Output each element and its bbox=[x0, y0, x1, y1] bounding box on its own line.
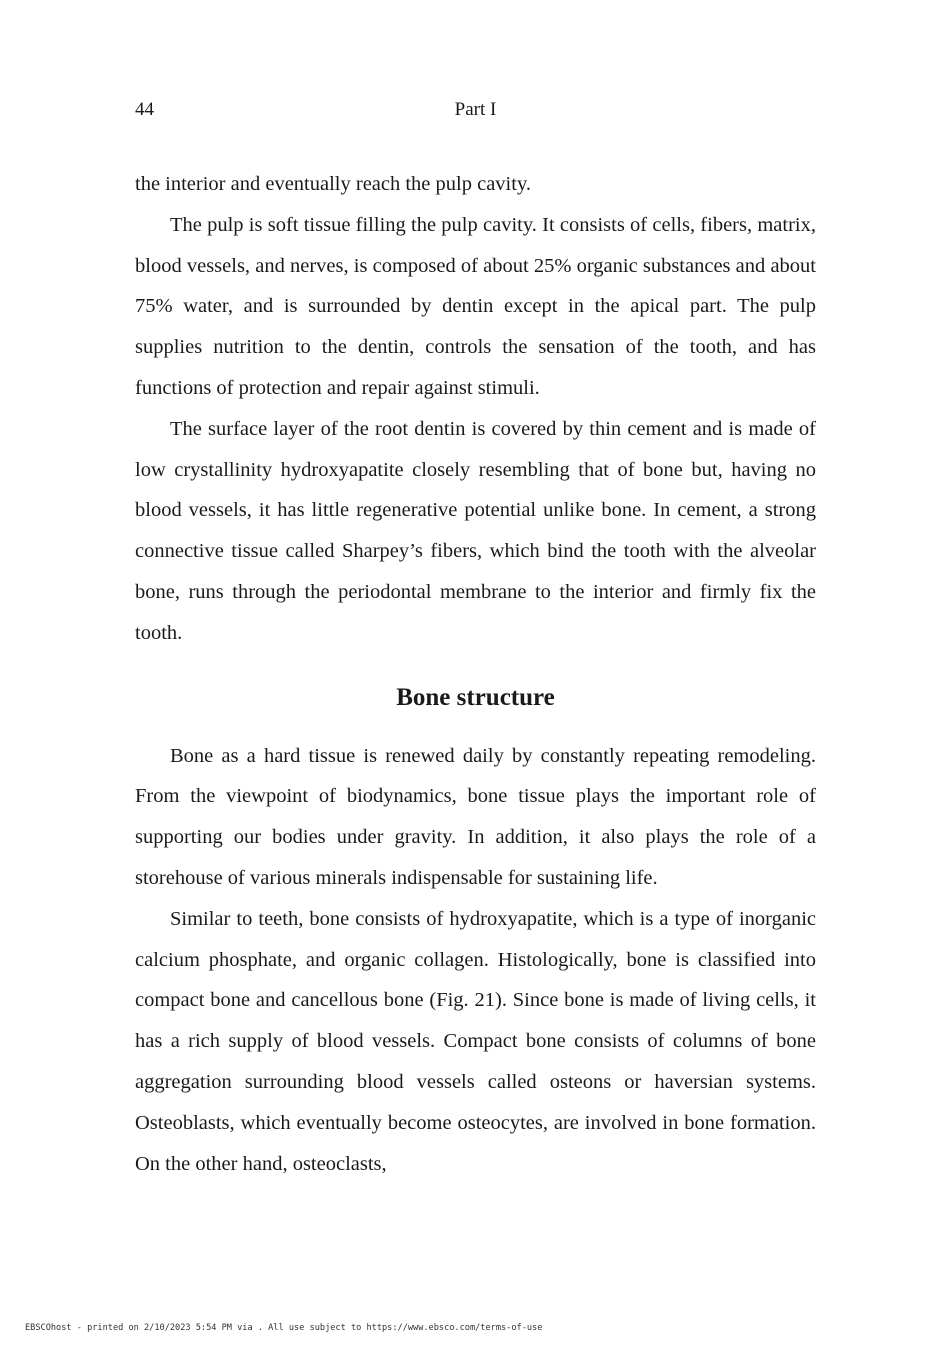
page-number: 44 bbox=[135, 99, 154, 120]
running-header: Part I bbox=[454, 99, 497, 120]
print-footer: EBSCOhost - printed on 2/10/2023 5:54 PM via . All use subject to https://www.ebsco.com/terms-of-use bbox=[25, 1323, 543, 1333]
body-text bbox=[135, 164, 816, 1184]
section-heading: Bone structure bbox=[396, 683, 555, 711]
paragraph-pulp: The pulp is soft tissue filling the pulp cavity. It consists of cells, fibers, matrix, blood vessels, and nerves, is composed of about 25% organic substances and about 75% water, and is surrounded by dentin except in the apical part. The pulp supplies nutrition to the dentin, controls the sensation of the tooth, and has functions of protection and repair against stimuli. bbox=[135, 213, 816, 399]
paragraph-cement: The surface layer of the root dentin is covered by thin cement and is made of low crystallinity hydroxyapatite closely resembling that of bone but, having no blood vessels, it has little regenerative potential unlike bone. In cement, a strong connective tissue called Sharpey’s fibers, which bind the tooth with the alveolar bone, runs through the periodontal membrane to the interior and firmly fix the tooth. bbox=[135, 417, 816, 644]
paragraph-continuation: the interior and eventually reach the pulp cavity. bbox=[135, 173, 531, 195]
paragraph-bone-renewal: Bone as a hard tissue is renewed daily by constantly repeating remodeling. From the viewpoint of biodynamics, bone tissue plays the important role of supporting our bodies under gravity. In addition, it also plays the role of a storehouse of various minerals indispensable for sustaining life. bbox=[135, 744, 816, 889]
paragraph-bone-composition: Similar to teeth, bone consists of hydroxyapatite, which is a type of inorganic calcium phosphate, and organic collagen. Histologically, bone is classified into compact bone and cancellous bone (Fig. 21). Since bone is made of living cells, it has a rich supply of blood vessels. Compact bone consists of columns of bone aggregation surrounding blood vessels called osteons or haversian systems. Osteoblasts, which eventually become osteocytes, are involved in bone formation. On the other hand, osteoclasts, bbox=[135, 907, 816, 1175]
